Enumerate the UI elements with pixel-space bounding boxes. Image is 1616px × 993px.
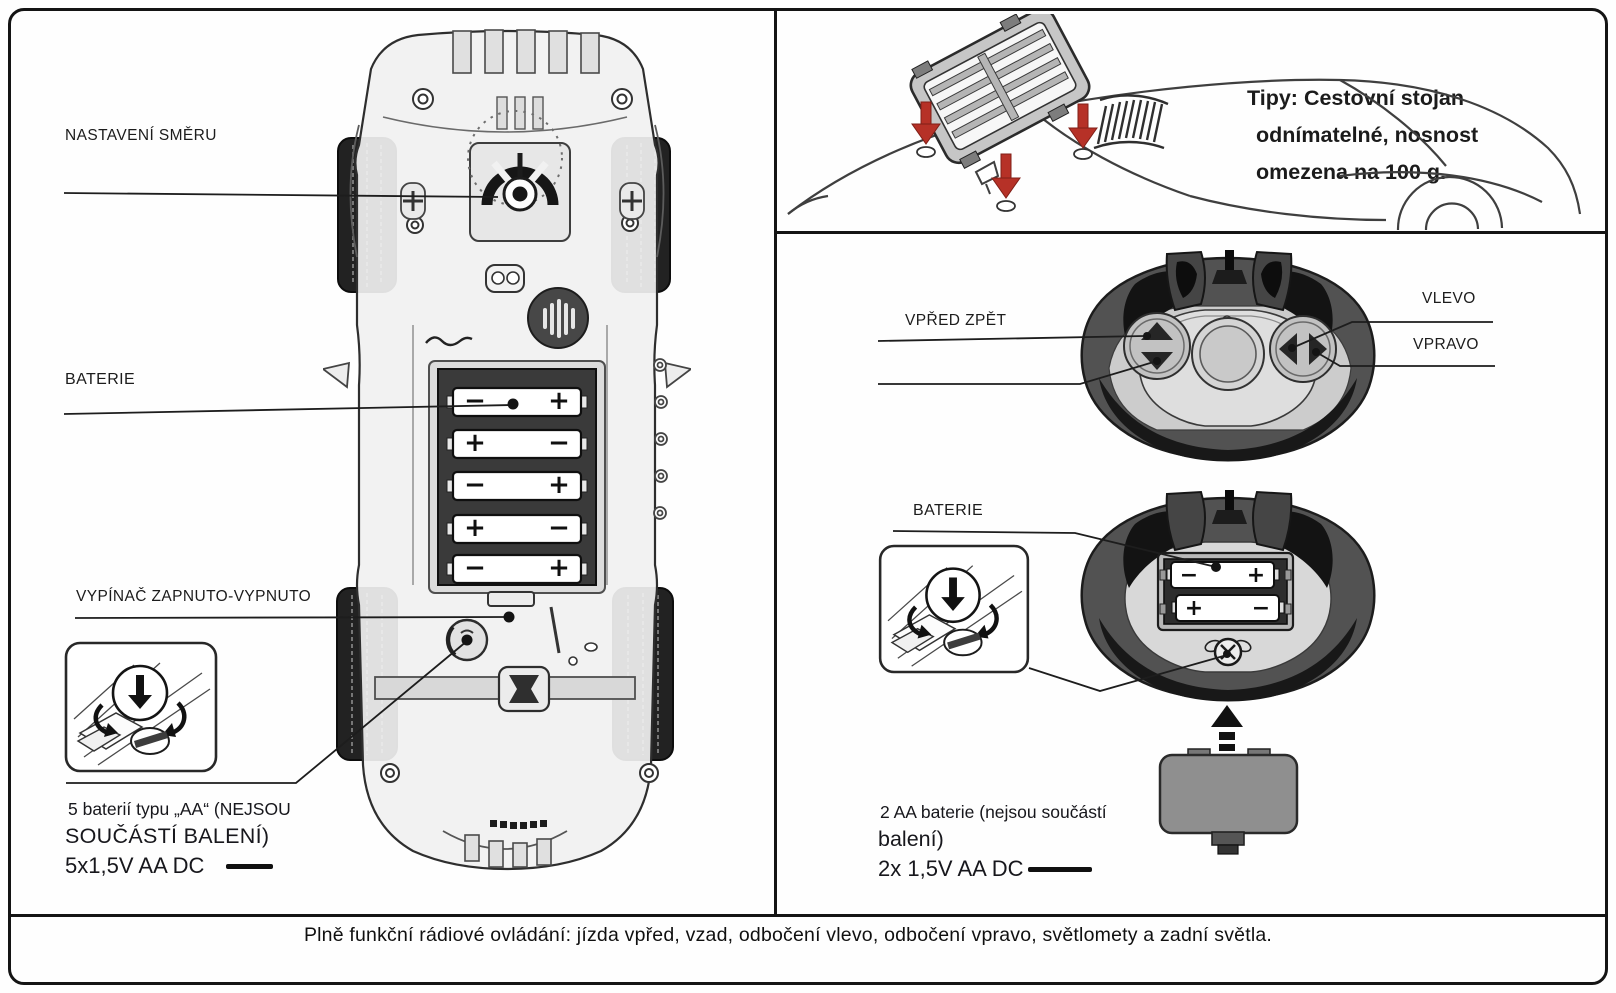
right-label: VPRAVO bbox=[1413, 336, 1479, 353]
right-panel-divider bbox=[777, 231, 1607, 234]
direction-adjust-label: NASTAVENÍ SMĚRU bbox=[65, 127, 217, 144]
vertical-panel-divider bbox=[774, 10, 777, 916]
rear-spoiler-grille bbox=[1094, 95, 1168, 148]
remote-battery-2 bbox=[1172, 595, 1284, 621]
trim-dial bbox=[447, 620, 487, 660]
page-caption: Plně funkční rádiové ovládání: jízda vpřed, vzad, odbočení vlevo, odbočení vpravo, světlomety a zadní světla. bbox=[303, 924, 1273, 946]
speaker bbox=[528, 288, 588, 348]
battery-cover-drawing bbox=[1150, 695, 1310, 860]
rear-coupler bbox=[499, 667, 549, 711]
battery-sign: − bbox=[548, 513, 570, 543]
tip-line-1: Tipy: Cestovní stojan bbox=[1247, 86, 1465, 110]
car-battery-5 bbox=[447, 553, 587, 583]
car-battery-note-line2: SOUČÁSTÍ BALENÍ) bbox=[65, 824, 270, 848]
remote-battery-note-line1: 2 AA baterie (nejsou součástí bbox=[880, 802, 1107, 822]
battery-sign: − bbox=[1251, 596, 1271, 621]
car-battery-1 bbox=[447, 386, 587, 416]
car-outline bbox=[788, 80, 1580, 230]
caption-divider bbox=[10, 914, 1606, 917]
battery-sign: − bbox=[464, 386, 486, 416]
car-battery-3 bbox=[447, 470, 587, 500]
battery-sign: − bbox=[548, 428, 570, 458]
remote-front-drawing bbox=[1075, 250, 1385, 465]
battery-sign: + bbox=[1246, 563, 1266, 588]
power-switch-slider bbox=[488, 592, 534, 606]
remote-screw-inset-drawing bbox=[878, 544, 1030, 674]
left-winglet bbox=[323, 363, 349, 387]
battery-sign: + bbox=[548, 553, 570, 583]
remote-back-drawing bbox=[1075, 490, 1385, 705]
left-right-button bbox=[1270, 316, 1336, 382]
car-battery-2 bbox=[447, 428, 587, 458]
remote-battery-note-line2: balení) bbox=[878, 827, 944, 851]
battery-sign: − bbox=[1179, 563, 1199, 588]
battery-cover bbox=[1160, 749, 1297, 854]
note-dash bbox=[1028, 867, 1092, 872]
power-switch-label: VYPÍNAČ ZAPNUTO-VYPNUTO bbox=[76, 588, 312, 605]
right-winglet bbox=[665, 363, 691, 387]
battery-sign: − bbox=[464, 470, 486, 500]
car-battery-4 bbox=[447, 513, 587, 543]
remote-battery-1 bbox=[1167, 562, 1279, 588]
left-label: VLEVO bbox=[1422, 290, 1476, 307]
car-bottom-view-drawing bbox=[323, 25, 691, 875]
insert-arrow-icon bbox=[1211, 705, 1243, 760]
press-circle bbox=[926, 569, 979, 622]
battery-sign: + bbox=[548, 386, 570, 416]
forward-back-button bbox=[1124, 313, 1190, 379]
battery-sign: + bbox=[1184, 596, 1204, 621]
press-circle bbox=[113, 666, 167, 720]
switch-cap bbox=[944, 630, 981, 656]
car-battery-label: BATERIE bbox=[65, 371, 136, 388]
battery-sign: + bbox=[464, 428, 486, 458]
car-battery-note-line3: 5x1,5V AA DC bbox=[65, 853, 205, 878]
tip-line-2: odnímatelné, nosnost bbox=[1256, 123, 1479, 147]
remote-battery-label: BATERIE bbox=[913, 502, 984, 519]
switch-cap bbox=[131, 728, 169, 754]
switch-inset-drawing bbox=[64, 641, 218, 773]
note-dash bbox=[226, 864, 273, 869]
roof-rack-drawing bbox=[780, 14, 1606, 230]
forward-back-label: VPŘED ZPĚT bbox=[905, 312, 1007, 329]
center-dial bbox=[1192, 318, 1264, 390]
remote-battery-note-line3: 2x 1,5V AA DC bbox=[878, 856, 1024, 881]
tip-line-3: omezena na 100 g. bbox=[1256, 160, 1446, 184]
battery-sign: + bbox=[548, 470, 570, 500]
battery-sign: + bbox=[464, 513, 486, 543]
battery-sign: − bbox=[464, 553, 486, 583]
car-battery-note-line1: 5 baterií typu „AA“ (NEJSOU bbox=[68, 799, 291, 819]
chassis-clip bbox=[486, 265, 524, 292]
